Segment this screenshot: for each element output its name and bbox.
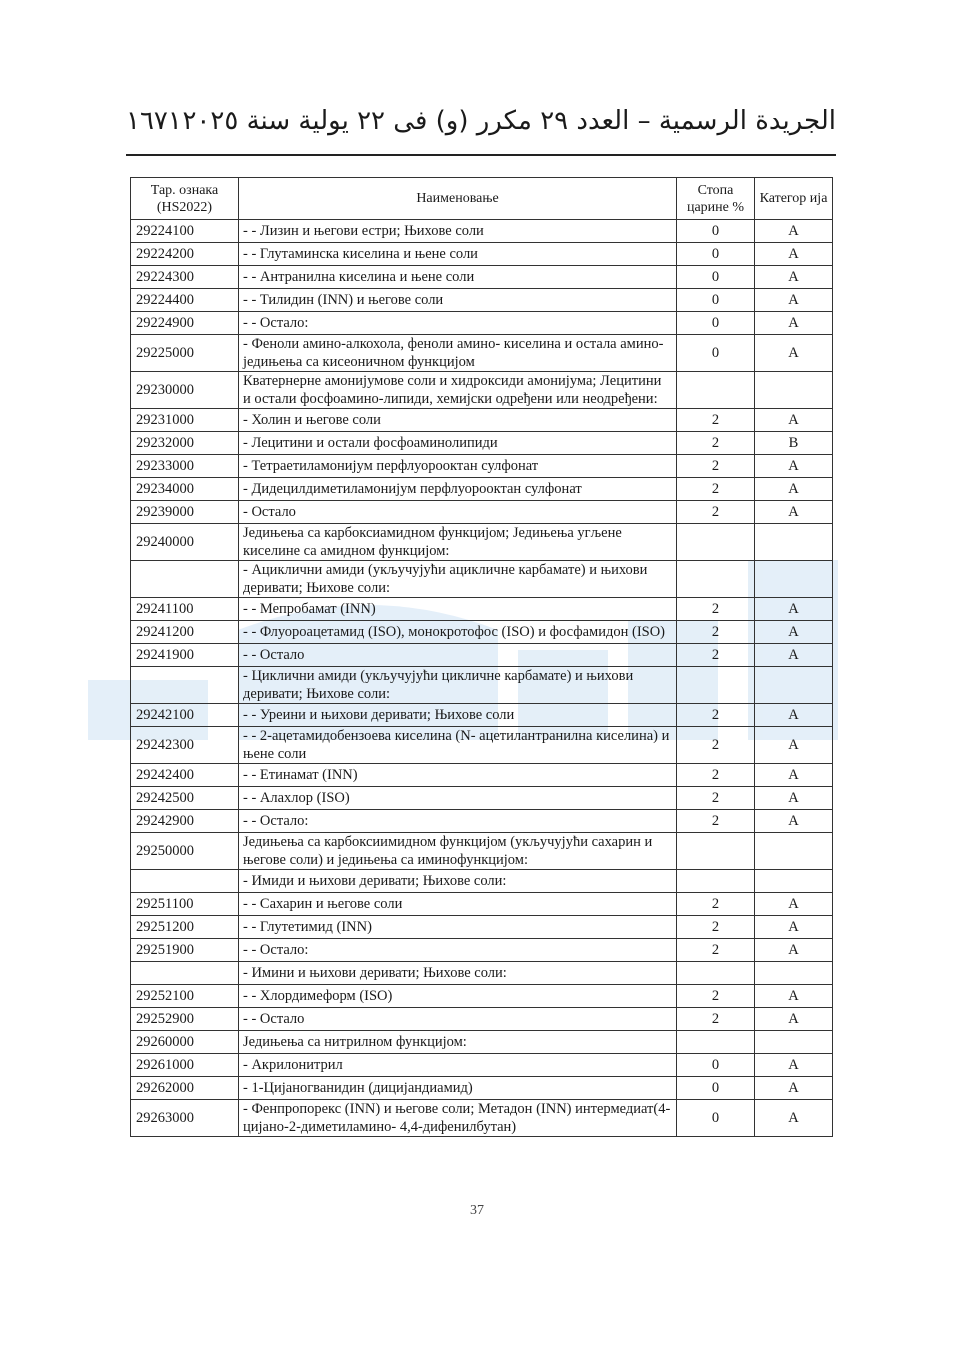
category-cell: A	[755, 939, 833, 962]
duty-rate-cell: 2	[677, 810, 755, 833]
description-cell: - - Тилидин (INN) и његове соли	[239, 289, 677, 312]
table-row	[131, 644, 833, 667]
category-cell: A	[755, 764, 833, 787]
category-cell	[755, 524, 833, 561]
tariff-code-cell: 29252100	[131, 985, 239, 1008]
category-cell	[755, 372, 833, 409]
duty-rate-cell: 0	[677, 266, 755, 289]
category-cell: A	[755, 1100, 833, 1137]
description-cell: - Феноли амино-алкохола, феноли амино- киселина и остала амино- једињења са кисеоничном функцијом	[239, 335, 677, 372]
description-cell: - - Лизин и његови естри; Њихове соли	[239, 220, 677, 243]
description-cell: - Тетраетиламонијум перфлуорооктан сулфонат	[239, 455, 677, 478]
table-row	[131, 810, 833, 833]
duty-rate-cell: 2	[677, 727, 755, 764]
table-row	[131, 266, 833, 289]
description-cell: - - Уреини и њихови деривати; Њихове соли	[239, 704, 677, 727]
duty-rate-cell: 0	[677, 1100, 755, 1137]
description-cell: - - Сахарин и његове соли	[239, 893, 677, 916]
tariff-code-cell: 29242100	[131, 704, 239, 727]
category-cell: A	[755, 704, 833, 727]
tariff-code-cell: 29242400	[131, 764, 239, 787]
table-row	[131, 372, 833, 409]
table-row	[131, 870, 833, 893]
description-cell: - - Флуороацетамид (ISO), монокротофос (ISO) и фосфамидон (ISO)	[239, 621, 677, 644]
category-cell: A	[755, 335, 833, 372]
column-header-code: Тар. ознака (HS2022)	[131, 178, 239, 220]
duty-rate-cell: 0	[677, 243, 755, 266]
duty-rate-cell: 0	[677, 220, 755, 243]
table-row	[131, 561, 833, 598]
duty-rate-cell: 2	[677, 893, 755, 916]
description-cell: - Холин и његове соли	[239, 409, 677, 432]
duty-rate-cell: 2	[677, 644, 755, 667]
description-cell: - - Алахлор (ISO)	[239, 787, 677, 810]
description-cell: - - Антранилна киселина и њене соли	[239, 266, 677, 289]
tariff-code-cell: 29251200	[131, 916, 239, 939]
tariff-table	[130, 177, 833, 1137]
column-header-name: Наименовање	[239, 178, 677, 220]
description-cell: Једињења са карбоксиимидном функцијом (укључујући сахарин и његове соли) и једињења са иминофункцијом:	[239, 833, 677, 870]
category-cell: B	[755, 432, 833, 455]
tariff-code-cell: 29224100	[131, 220, 239, 243]
description-cell: - Остало	[239, 501, 677, 524]
table-row	[131, 432, 833, 455]
duty-rate-cell	[677, 1031, 755, 1054]
duty-rate-cell	[677, 667, 755, 704]
table-row	[131, 478, 833, 501]
tariff-code-cell: 29231000	[131, 409, 239, 432]
tariff-code-cell	[131, 667, 239, 704]
description-cell: - - Етинамат (INN)	[239, 764, 677, 787]
tariff-code-cell	[131, 962, 239, 985]
category-cell: A	[755, 727, 833, 764]
category-cell	[755, 561, 833, 598]
category-cell: A	[755, 893, 833, 916]
tariff-code-cell: 29252900	[131, 1008, 239, 1031]
tariff-code-cell	[131, 561, 239, 598]
tariff-code-cell: 29224900	[131, 312, 239, 335]
description-cell: - Циклични амиди (укључујући цикличне карбамате) и њихови деривати; Њихове соли:	[239, 667, 677, 704]
duty-rate-cell: 2	[677, 501, 755, 524]
table-row	[131, 704, 833, 727]
tariff-code-cell: 29261000	[131, 1054, 239, 1077]
duty-rate-cell: 2	[677, 621, 755, 644]
duty-rate-cell	[677, 561, 755, 598]
table-row	[131, 1077, 833, 1100]
description-cell: - 1-Цијаногванидин (дицијандиамид)	[239, 1077, 677, 1100]
category-cell: A	[755, 409, 833, 432]
tariff-code-cell: 29234000	[131, 478, 239, 501]
table-row	[131, 1054, 833, 1077]
table-row	[131, 916, 833, 939]
tariff-code-cell: 29233000	[131, 455, 239, 478]
description-cell: - - Мепробамат (INN)	[239, 598, 677, 621]
category-cell: A	[755, 312, 833, 335]
duty-rate-cell: 2	[677, 916, 755, 939]
table-row	[131, 220, 833, 243]
header-divider	[126, 154, 836, 156]
category-cell: A	[755, 598, 833, 621]
category-cell: A	[755, 220, 833, 243]
category-cell: A	[755, 289, 833, 312]
gazette-title: الجريدة الرسمية – العدد ٢٩ مكرر (و) فى ٢٢ يولية سنة ٢٠٢٥	[182, 106, 836, 136]
duty-rate-cell: 2	[677, 764, 755, 787]
page-header	[126, 96, 836, 154]
category-cell: A	[755, 455, 833, 478]
page-number: ١٦٧١	[126, 106, 182, 136]
tariff-code-cell: 29251900	[131, 939, 239, 962]
table-row	[131, 312, 833, 335]
table-row	[131, 409, 833, 432]
tariff-code-cell: 29241900	[131, 644, 239, 667]
category-cell	[755, 1031, 833, 1054]
footer-page-number: 37	[470, 1203, 484, 1218]
category-cell: A	[755, 501, 833, 524]
table-row	[131, 985, 833, 1008]
description-cell: Кватернерне амонијумове соли и хидроксиди амонијума; Лецитини и остали фосфоамино-липиди, хемијски одређени или неодређени:	[239, 372, 677, 409]
table-row	[131, 1008, 833, 1031]
table-body	[131, 220, 833, 1137]
table-row	[131, 667, 833, 704]
description-cell: - - Остало:	[239, 939, 677, 962]
tariff-code-cell: 29242900	[131, 810, 239, 833]
description-cell: - Лецитини и остали фосфоаминолипиди	[239, 432, 677, 455]
table-row	[131, 335, 833, 372]
description-cell: Једињења са нитрилном функцијом:	[239, 1031, 677, 1054]
tariff-code-cell: 29224300	[131, 266, 239, 289]
duty-rate-cell: 2	[677, 704, 755, 727]
tariff-code-cell: 29242500	[131, 787, 239, 810]
duty-rate-cell: 0	[677, 1054, 755, 1077]
category-cell: A	[755, 810, 833, 833]
category-cell: A	[755, 985, 833, 1008]
table-row	[131, 833, 833, 870]
tariff-code-cell: 29240000	[131, 524, 239, 561]
duty-rate-cell: 2	[677, 985, 755, 1008]
category-cell	[755, 870, 833, 893]
category-cell: A	[755, 787, 833, 810]
table-row	[131, 764, 833, 787]
description-cell: - - Глутетимид (INN)	[239, 916, 677, 939]
tariff-code-cell: 29239000	[131, 501, 239, 524]
category-cell	[755, 833, 833, 870]
table-row	[131, 939, 833, 962]
tariff-code-cell: 29241200	[131, 621, 239, 644]
description-cell: - Акрилонитрил	[239, 1054, 677, 1077]
description-cell: - - 2-ацетамидобензоева киселина (N- ацетилантранилна киселина) и њене соли	[239, 727, 677, 764]
table-row	[131, 727, 833, 764]
table-row	[131, 524, 833, 561]
duty-rate-cell: 0	[677, 1077, 755, 1100]
table-row	[131, 893, 833, 916]
table-row	[131, 501, 833, 524]
description-cell: - Имини и њихови деривати; Њихове соли:	[239, 962, 677, 985]
duty-rate-cell: 2	[677, 939, 755, 962]
category-cell: A	[755, 478, 833, 501]
duty-rate-cell: 2	[677, 455, 755, 478]
category-cell: A	[755, 621, 833, 644]
description-cell: - - Остало	[239, 644, 677, 667]
tariff-code-cell: 29225000	[131, 335, 239, 372]
tariff-code-cell: 29250000	[131, 833, 239, 870]
column-header-rate: Стопа царине %	[677, 178, 755, 220]
category-cell: A	[755, 243, 833, 266]
tariff-code-cell	[131, 870, 239, 893]
category-cell: A	[755, 1054, 833, 1077]
duty-rate-cell	[677, 962, 755, 985]
table-row	[131, 455, 833, 478]
description-cell: - - Глутаминска киселина и њене соли	[239, 243, 677, 266]
duty-rate-cell	[677, 870, 755, 893]
table-row	[131, 621, 833, 644]
column-header-category: Категор ија	[755, 178, 833, 220]
tariff-code-cell: 29263000	[131, 1100, 239, 1137]
description-cell: - - Остало	[239, 1008, 677, 1031]
table-header-row	[131, 178, 833, 220]
duty-rate-cell	[677, 524, 755, 561]
description-cell: - Имиди и њихови деривати; Њихове соли:	[239, 870, 677, 893]
table-row	[131, 1031, 833, 1054]
tariff-code-cell: 29232000	[131, 432, 239, 455]
description-cell: - Ациклични амиди (укључујући ацикличне карбамате) и њихови деривати; Њихове соли:	[239, 561, 677, 598]
tariff-code-cell: 29224200	[131, 243, 239, 266]
description-cell: - - Остало:	[239, 810, 677, 833]
description-cell: - Дидецилдиметиламонијум перфлуорооктан сулфонат	[239, 478, 677, 501]
tariff-code-cell: 29241100	[131, 598, 239, 621]
duty-rate-cell: 2	[677, 787, 755, 810]
category-cell	[755, 667, 833, 704]
tariff-code-cell: 29251100	[131, 893, 239, 916]
duty-rate-cell: 0	[677, 335, 755, 372]
duty-rate-cell: 2	[677, 598, 755, 621]
category-cell: A	[755, 644, 833, 667]
tariff-code-cell: 29262000	[131, 1077, 239, 1100]
duty-rate-cell: 0	[677, 312, 755, 335]
duty-rate-cell: 2	[677, 1008, 755, 1031]
table-row	[131, 598, 833, 621]
duty-rate-cell: 2	[677, 478, 755, 501]
tariff-code-cell: 29224400	[131, 289, 239, 312]
category-cell: A	[755, 1008, 833, 1031]
description-cell: Једињења са карбоксиамидном функцијом; Једињења угљене киселине са амидном функцијом:	[239, 524, 677, 561]
category-cell: A	[755, 916, 833, 939]
category-cell: A	[755, 1077, 833, 1100]
duty-rate-cell: 2	[677, 432, 755, 455]
duty-rate-cell: 2	[677, 409, 755, 432]
description-cell: - Фенпропорекс (INN) и његове соли; Метадон (INN) интермедиат(4-цијано-2-диметиламино- 4,4-дифенилбутан)	[239, 1100, 677, 1137]
table-row	[131, 243, 833, 266]
duty-rate-cell	[677, 833, 755, 870]
tariff-code-cell: 29242300	[131, 727, 239, 764]
description-cell: - - Хлордимеформ (ISO)	[239, 985, 677, 1008]
table-row	[131, 1100, 833, 1137]
table-row	[131, 962, 833, 985]
table-row	[131, 787, 833, 810]
category-cell: A	[755, 266, 833, 289]
tariff-code-cell: 29230000	[131, 372, 239, 409]
duty-rate-cell: 0	[677, 289, 755, 312]
duty-rate-cell	[677, 372, 755, 409]
table-row	[131, 289, 833, 312]
category-cell	[755, 962, 833, 985]
description-cell: - - Остало:	[239, 312, 677, 335]
tariff-code-cell: 29260000	[131, 1031, 239, 1054]
